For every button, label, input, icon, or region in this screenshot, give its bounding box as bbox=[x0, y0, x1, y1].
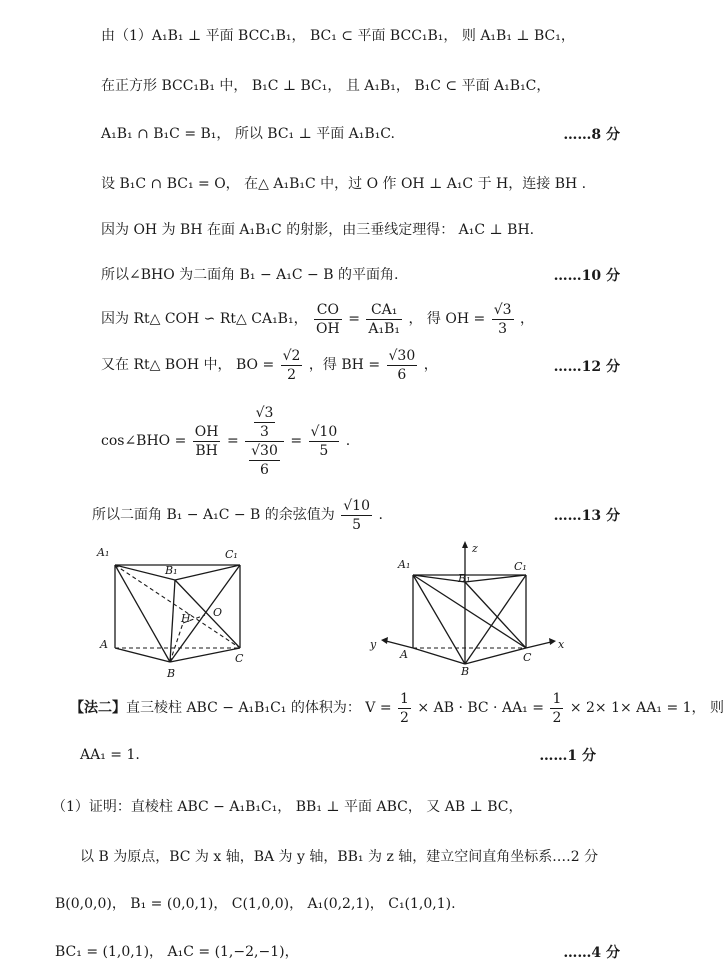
fraction-co-oh bbox=[314, 301, 342, 338]
vertex-label-b1: B₁ bbox=[458, 572, 471, 585]
line-2: 在正方形 BCC₁B₁ 中， B₁C ⊥ BC₁， 且 A₁B₁， B₁C ⊂ 平面 A₁B₁C， bbox=[101, 78, 551, 94]
vertex-label-a: A bbox=[400, 648, 408, 661]
fraction-oh-value bbox=[492, 301, 514, 338]
line-10-text-a: 所以二面角 B₁ − A₁C − B 的余弦值为 bbox=[92, 507, 335, 523]
axis-label-z: z bbox=[472, 542, 478, 555]
fraction-denominator: 6 bbox=[260, 461, 269, 478]
score-4: ……4 分 bbox=[563, 945, 620, 961]
fraction-numerator: 1 bbox=[552, 690, 562, 707]
vertex-label-c1: C₁ bbox=[514, 560, 527, 573]
line-9 bbox=[101, 396, 350, 486]
line-6: 所以∠BHO 为二面角 B₁ − A₁C − B 的平面角. bbox=[101, 267, 399, 283]
fraction-numerator: √3 bbox=[255, 404, 274, 421]
axis-label-y: y bbox=[370, 638, 377, 651]
fraction-denominator: 2 bbox=[287, 366, 297, 383]
line-7 bbox=[101, 300, 534, 338]
fraction-numerator: OH bbox=[194, 423, 219, 440]
fraction-sqrt3-3 bbox=[254, 404, 276, 441]
fraction-denominator: OH bbox=[316, 320, 340, 337]
axis-label-x: x bbox=[558, 638, 565, 651]
point-label-o: O bbox=[213, 606, 223, 619]
vertex-label-a1: A₁ bbox=[398, 558, 411, 571]
fraction-denominator: 5 bbox=[319, 442, 329, 459]
line-7-text-b: ， 得 OH = bbox=[408, 311, 486, 327]
vertex-label-b: B bbox=[167, 667, 176, 680]
line-7-text-a: 因为 Rt△ COH ∽ Rt△ CA₁B₁， bbox=[101, 311, 308, 327]
line-12: AA₁ = 1. bbox=[80, 747, 140, 763]
line-15: B(0,0,0)， B₁ = (0,0,1)， C(1,0,0)， A₁(0,2,1)， C₁(1,0,1). bbox=[55, 896, 456, 912]
fraction-numerator: 1 bbox=[400, 690, 409, 707]
score-1: ……1 分 bbox=[539, 748, 596, 764]
fraction-ca1-a1b1 bbox=[366, 301, 402, 338]
vertex-label-c: C bbox=[523, 651, 532, 664]
fraction-denominator: 2 bbox=[552, 709, 562, 726]
fraction-denominator: 3 bbox=[498, 320, 508, 337]
method-two-text-c: × 2× 1× AA₁ = 1， 则 bbox=[569, 700, 724, 716]
fraction-cosine-answer bbox=[341, 497, 372, 534]
method-two-title: 【法二】 bbox=[70, 700, 126, 716]
method-two-text-a: 直三棱柱 ABC − A₁B₁C₁ 的体积为： V = bbox=[126, 700, 392, 716]
vertex-label-c1: C₁ bbox=[225, 548, 238, 561]
line-10 bbox=[92, 495, 383, 535]
fraction-numerator: √2 bbox=[282, 347, 301, 364]
fraction-denominator: BH bbox=[195, 442, 218, 459]
vertex-label-a: A bbox=[100, 638, 108, 651]
line-8-text-b: ，得 BH = bbox=[308, 357, 381, 373]
fraction-numerator: CO bbox=[314, 301, 342, 320]
fraction-bh-value bbox=[387, 347, 418, 384]
line-10-text-c: . bbox=[378, 507, 383, 523]
line-13: （1）证明：直棱柱 ABC − A₁B₁C₁， BB₁ ⊥ 平面 ABC， 又 AB ⊥ BC， bbox=[52, 799, 523, 815]
line-8 bbox=[101, 345, 438, 385]
line-3: A₁B₁ ∩ B₁C = B₁， 所以 BC₁ ⊥ 平面 A₁B₁C. bbox=[101, 126, 395, 142]
line-1: 由（1）A₁B₁ ⊥ 平面 BCC₁B₁， BC₁ ⊂ 平面 BCC₁B₁， 则 A₁B₁ ⊥ BC₁， bbox=[101, 28, 575, 44]
prism-figure-left bbox=[95, 540, 260, 680]
line-8-text-a: 又在 Rt△ BOH 中， BO = bbox=[101, 357, 275, 373]
vertex-label-b1: B₁ bbox=[165, 564, 178, 577]
method-two-line bbox=[70, 688, 724, 728]
fraction-numerator: CA₁ bbox=[366, 301, 402, 320]
fraction-numerator: √30 bbox=[251, 442, 278, 459]
fraction-sqrt30-6 bbox=[249, 442, 280, 479]
fraction-denominator: A₁B₁ bbox=[368, 320, 400, 337]
line-7-text-c: ， bbox=[519, 311, 534, 327]
score-8: ……8 分 bbox=[563, 127, 620, 143]
fraction-numerator: √10 bbox=[343, 497, 370, 514]
fraction-denominator: 6 bbox=[397, 366, 407, 383]
fraction-sqrt10-5 bbox=[309, 423, 340, 460]
fraction-numerator: √10 bbox=[310, 423, 338, 440]
score-10: ……10 分 bbox=[553, 268, 620, 284]
vertex-label-b: B bbox=[461, 665, 470, 678]
equals-sign: = bbox=[348, 311, 360, 327]
line-9-text-c: . bbox=[345, 433, 351, 449]
compound-denominator bbox=[245, 442, 284, 479]
fraction-numerator: √3 bbox=[493, 301, 512, 318]
compound-numerator bbox=[245, 404, 284, 442]
score-12: ……12 分 bbox=[553, 359, 620, 375]
line-14: 以 B 为原点，BC 为 x 轴，BA 为 y 轴，BB₁ 为 z 轴，建立空间直角坐标系.…2 分 bbox=[80, 849, 599, 865]
line-5: 因为 OH 为 BH 在面 A₁B₁C 的射影，由三垂线定理得： A₁C ⊥ BH. bbox=[101, 222, 535, 238]
score-13: ……13 分 bbox=[553, 508, 620, 524]
line-9-text-a: cos∠BHO = bbox=[101, 433, 187, 449]
vertex-label-c: C bbox=[235, 652, 244, 665]
line-16: BC₁ = (1,0,1)， A₁C = (1,−2,−1)， bbox=[55, 944, 299, 960]
prism-figure-right bbox=[368, 538, 573, 678]
fraction-numerator: √30 bbox=[388, 347, 416, 364]
line-4: 设 B₁C ∩ BC₁ = O， 在△ A₁B₁C 中，过 O 作 OH ⊥ A₁C 于 H，连接 BH . bbox=[101, 176, 587, 192]
fraction-bo-value bbox=[281, 347, 303, 384]
fraction-oh-bh bbox=[193, 423, 221, 460]
fraction-denominator: 3 bbox=[260, 423, 269, 440]
point-label-h: H bbox=[181, 612, 191, 625]
vertex-label-a1: A₁ bbox=[97, 546, 110, 559]
line-8-text-c: ， bbox=[423, 357, 438, 373]
fraction-one-half bbox=[398, 690, 411, 727]
fraction-denominator: 2 bbox=[400, 709, 409, 726]
compound-fraction bbox=[245, 404, 284, 479]
method-two-text-b: × AB · BC · AA₁ = bbox=[417, 700, 544, 716]
equals-sign: = bbox=[290, 433, 303, 449]
fraction-one-half bbox=[550, 690, 563, 727]
fraction-denominator: 5 bbox=[352, 516, 362, 533]
equals-sign: = bbox=[226, 433, 239, 449]
